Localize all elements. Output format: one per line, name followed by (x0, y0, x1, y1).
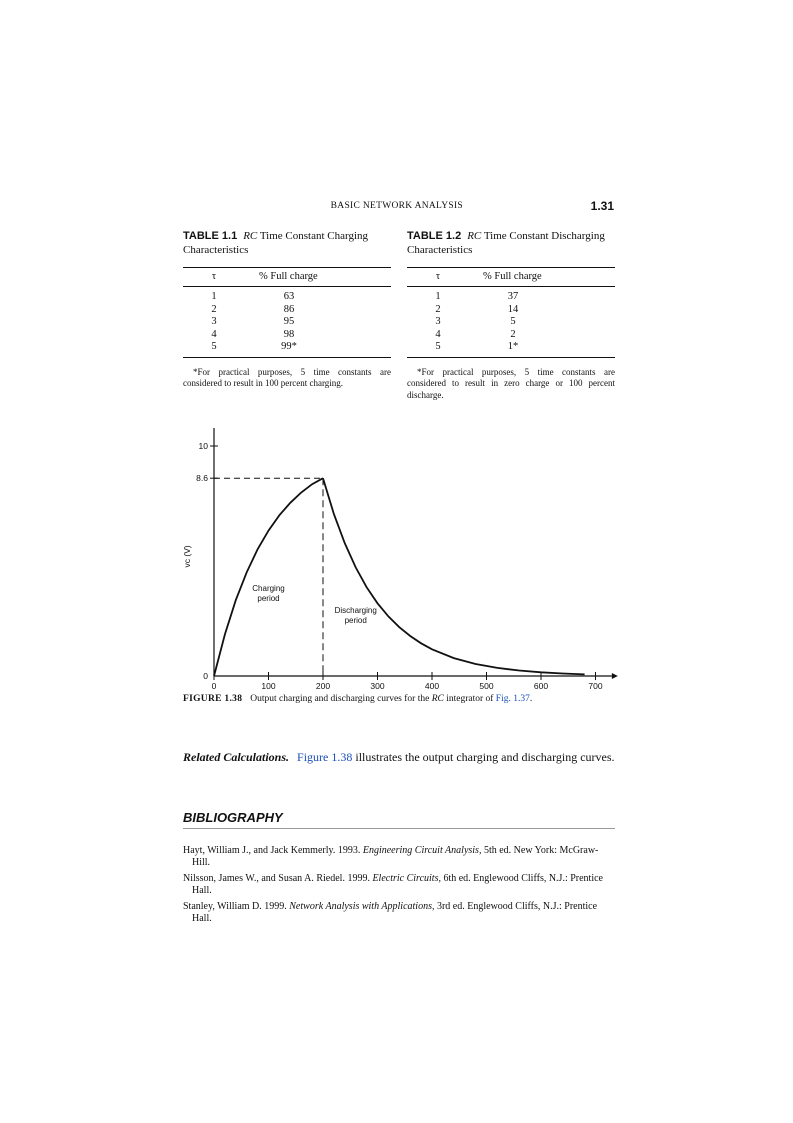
y-tick-label: 8.6 (196, 473, 208, 484)
figure-reference-link[interactable]: Figure 1.38 (297, 750, 353, 764)
running-head: BASIC NETWORK ANALYSIS (330, 201, 463, 211)
bibliography-list (183, 845, 615, 928)
table-row: 3 95 (211, 316, 295, 327)
table-discharging (407, 230, 615, 401)
table-row: 4 2 (435, 328, 516, 340)
table-row: 1 63 (211, 291, 295, 302)
x-tick-label: 300 (370, 681, 385, 690)
x-tick-label: 700 (588, 681, 603, 690)
column-header-charge: % Full charge (483, 271, 542, 282)
table-row: 4 98 (211, 328, 295, 340)
discharging-period-label: Discharging (334, 605, 377, 615)
x-tick-label: 100 (261, 681, 276, 690)
figure-link[interactable]: Fig. 1.37 (495, 694, 530, 704)
column-header-tau: τ (211, 271, 217, 282)
x-tick-label: 400 (424, 681, 440, 690)
rc-charging-chart (180, 428, 620, 690)
table-row: 5 99* (211, 341, 297, 352)
discharging-curve (323, 478, 585, 674)
related-heading: Related Calculations. (183, 750, 290, 764)
bibliography-rule (183, 828, 615, 829)
bibliography-heading: BIBLIOGRAPHY (183, 810, 283, 825)
bibliography-entry: Hayt, William J., and Jack Kemmerly. 1993. Engineering Circuit Analysis, 5th ed. New York: McGraw-Hill. (183, 845, 599, 869)
table-number: TABLE 1.2 (407, 230, 462, 242)
table-footnote: *For practical purposes, 5 time constants are considered to result in 100 percent charging. (183, 366, 391, 388)
table-caption: TABLE 1.2 RC Time Constant Discharging Characteristics (407, 230, 605, 256)
charging-curve (214, 478, 323, 676)
table-charging (183, 230, 391, 390)
y-tick-label: 10 (198, 441, 208, 451)
discharging-period-label-line2: period (344, 615, 367, 625)
y-tick-label: 0 (203, 671, 208, 681)
table-footnote: *For practical purposes, 5 time constants are considered to result in zero charge or 100 percent discharge. (407, 366, 615, 400)
table-caption: TABLE 1.1 RC Time Constant Charging Characteristics (183, 230, 368, 256)
x-tick-label: 200 (315, 681, 331, 690)
column-header-tau: τ (435, 271, 441, 282)
charging-period-label-line2: period (257, 593, 280, 603)
charging-period-label: Charging (252, 583, 285, 593)
table-row: 5 1* (435, 341, 519, 352)
bibliography-entry: Nilsson, James W., and Susan A. Riedel. 1999. Electric Circuits, 6th ed. Englewood Cliffs, N.J.: Prentice Hall. (183, 872, 603, 897)
table-header-row (407, 268, 615, 284)
x-tick-label: 0 (211, 681, 217, 690)
y-axis-label: vc (V) (182, 545, 192, 568)
table-row: 2 86 (211, 303, 295, 315)
related-calculations: Related Calculations. Figure 1.38 illustrates the output charging and discharging curves. (183, 750, 615, 764)
table-row: 3 5 (435, 316, 516, 327)
table-row: 1 37 (435, 291, 519, 302)
table-header-row (183, 268, 391, 284)
figure-caption: FIGURE 1.38 Output charging and discharging curves for the RC integrator of Fig. 1.37. (183, 694, 533, 704)
x-tick-label: 600 (533, 681, 549, 690)
figure-label: FIGURE 1.38 (183, 694, 243, 704)
table-row: 2 14 (435, 303, 519, 315)
x-axis-arrow (612, 673, 618, 679)
bibliography-entry: Stanley, William D. 1999. Network Analysis with Applications, 3rd ed. Englewood Cliffs, N.J.: Prentice Hall. (183, 900, 598, 925)
table-number: TABLE 1.1 (183, 230, 238, 242)
x-tick-label: 500 (479, 681, 494, 690)
page-number: 1.31 (590, 199, 614, 213)
column-header-charge: % Full charge (259, 271, 318, 282)
